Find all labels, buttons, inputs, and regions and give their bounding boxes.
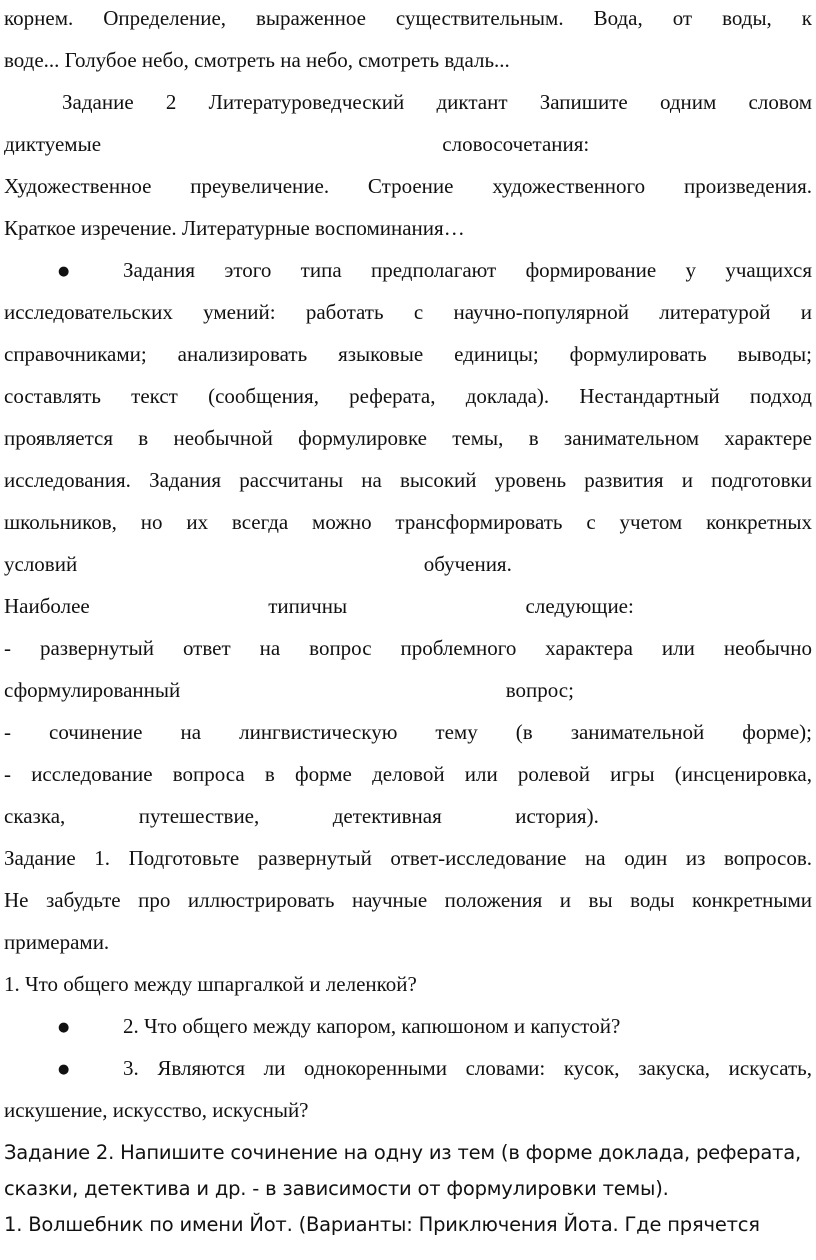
text-line: Художественное преувеличение. Строение художественного произведения.	[4, 174, 812, 198]
text-line: школьников, но их всегда можно трансформировать с учетом конкретных	[4, 510, 812, 534]
list-item: Задания этого типа предполагают формирование у учащихся	[123, 258, 812, 282]
task-2-essay-heading: Задание 2. Напишите сочинение на одну из тем (в форме доклада, реферата,	[4, 1141, 802, 1164]
text-line: Краткое изречение. Литературные воспоминания…	[4, 216, 465, 240]
text-line: Не забудьте про иллюстрировать научные положения и вы воды конкретными	[4, 888, 812, 912]
text-line: - исследование вопроса в форме деловой или ролевой игры (инсценировка,	[4, 762, 812, 786]
text-line: - сочинение на лингвистическую тему (в занимательной форме);	[4, 720, 812, 744]
question-2: 2. Что общего между капором, капюшоном и капустой?	[123, 1014, 621, 1038]
text-line: корнем. Определение, выраженное существительным. Вода, от воды, к	[4, 6, 812, 30]
task-1-heading: Задание 1. Подготовьте развернутый ответ-исследование на один из вопросов.	[4, 846, 812, 870]
text-line: сказка, путешествие, детективная история).	[4, 804, 599, 828]
question-1: 1. Что общего между шпаргалкой и леленкой?	[4, 972, 417, 996]
task-2-heading: Задание 2 Литературоведческий диктант Запишите одним словом	[62, 90, 812, 114]
bullet-icon: ●	[58, 1062, 70, 1077]
text-line: исследовательских умений: работать с научно-популярной литературой и	[4, 300, 812, 324]
text-line: воде... Голубое небо, смотреть на небо, смотреть вдаль...	[4, 48, 510, 72]
text-line: примерами.	[4, 930, 110, 954]
bullet-icon: ●	[58, 264, 70, 279]
text-line: справочниками; анализировать языковые единицы; формулировать выводы;	[4, 342, 812, 366]
bullet-icon: ●	[58, 1020, 70, 1035]
text-line: диктуемые словосочетания:	[4, 132, 590, 156]
text-line: сказки, детектива и др. - в зависимости от формулировки темы).	[4, 1177, 669, 1200]
text-line: условий обучения.	[4, 552, 512, 576]
text-line: составлять текст (сообщения, реферата, доклада). Нестандартный подход	[4, 384, 812, 408]
text-line: проявляется в необычной формулировке темы, в занимательном характере	[4, 426, 812, 450]
text-line: сформулированный вопрос;	[4, 678, 574, 702]
question-3: 3. Являются ли однокоренными словами: кусок, закуска, искусать,	[123, 1056, 812, 1080]
text-line: искушение, искусство, искусный?	[4, 1098, 309, 1122]
topic-1: 1. Волшебник по имени Йот. (Варианты: Приключения Йота. Где прячется	[4, 1213, 760, 1236]
text-line: - развернутый ответ на вопрос проблемного характера или необычно	[4, 636, 812, 660]
text-line: исследования. Задания рассчитаны на высокий уровень развития и подготовки	[4, 468, 812, 492]
text-line: Наиболее типичны следующие:	[4, 594, 634, 618]
